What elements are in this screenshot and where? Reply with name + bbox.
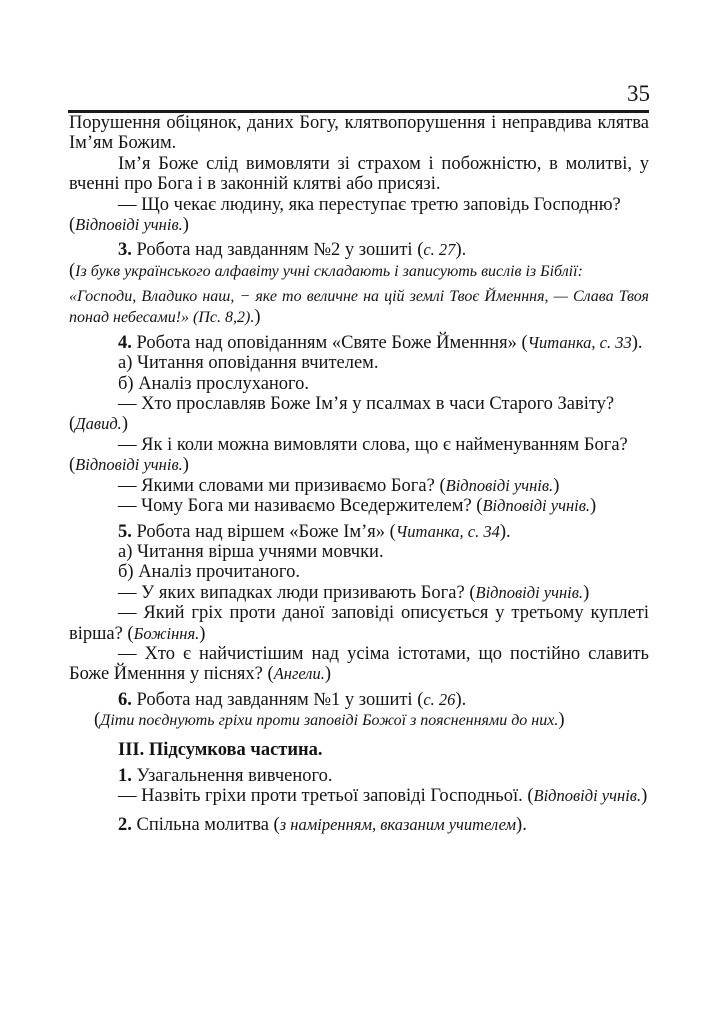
page-body (69, 113, 649, 836)
reference: с. 27 (423, 240, 456, 260)
page-number: 35 (627, 81, 650, 106)
question (69, 476, 649, 496)
question (69, 644, 649, 685)
text: Робота над завданням №2 у зошиті ( (136, 240, 424, 261)
note: (Діти поєднують гріхи проти заповіді Божої з поясненнями до них.) (94, 710, 565, 731)
text: ) (324, 664, 332, 685)
question (69, 496, 649, 516)
answer-note: Відповіді учнів. (482, 496, 591, 516)
question: — Хто прославляв Боже Ім’я у псалмах в часи Старого Завіту? (Давид.) (69, 394, 615, 435)
text: — Якими словами ми призиваємо Бога? ( (118, 475, 446, 496)
task-number: 6. (118, 689, 132, 710)
task-item (69, 815, 649, 835)
text: ) (583, 582, 590, 603)
task-item (69, 333, 649, 353)
text: ) (641, 785, 648, 806)
answer-note: Відповіді учнів. (533, 785, 642, 805)
text: Робота над віршем «Боже Ім’я» ( (136, 521, 396, 542)
text: Діти поєднують гріхи проти заповіді Божої з поясненнями до них. (100, 712, 559, 730)
list-item (69, 374, 649, 394)
text: — Назвіть гріхи проти третьої заповіді Господньої. ( (118, 785, 534, 806)
task-item (69, 522, 649, 542)
text: а) Читання оповідання вчителем. (118, 353, 379, 374)
answer-note: Ангели. (273, 664, 325, 684)
list-item (69, 542, 649, 562)
text: а) Читання вірша учнями мовчки. (118, 541, 384, 562)
text: III. Підсумкова частина. (118, 740, 323, 761)
bible-quote: «Господи, Владико наш, − яке то величне на цій землі Твоє Йменння, — Слава Твоя понад небесами!» (Пс. 8,2).) (69, 287, 649, 327)
paragraph (69, 113, 649, 154)
task-number: 5. (118, 521, 132, 542)
reference: Читанка, с. 33 (527, 332, 632, 352)
question: — Що чекає людину, яка переступає третю заповідь Господню? (Відповіді учнів.) (69, 194, 621, 236)
text: б) Аналіз прочитаного. (118, 562, 300, 583)
text: Узагальнення вивченого. (136, 765, 333, 786)
text: ) (553, 475, 560, 496)
text: ) (199, 623, 206, 644)
text: ). (455, 689, 467, 710)
note: (Із букв українського алфавіту учні складають і записують вислів із Біблії: (69, 260, 583, 281)
text: — Як і коли можна вимовляти слова, що є найменуванням Бога? (118, 434, 628, 455)
reference: з наміренням, вказаним учителем (279, 815, 517, 835)
text: Робота над оповіданням «Святе Боже Йменння» ( (136, 332, 528, 353)
task-number: 4. (118, 332, 132, 353)
task-number: 3. (118, 240, 132, 261)
answer-note: Відповіді учнів. (445, 475, 554, 495)
answer-note: Відповіді учнів. (75, 215, 183, 235)
text: б) Аналіз прослуханого. (118, 373, 310, 394)
text: Ім’я Боже слід вимовляти зі страхом і побожністю, в молитві, у вченні про Бога і в законній клятві або присязі. (69, 153, 649, 195)
task-item (69, 690, 649, 710)
reference: Читанка, с. 34 (395, 521, 500, 541)
text: ). (499, 521, 511, 542)
section-heading (69, 740, 649, 760)
answer-note: Відповіді учнів. (75, 455, 183, 475)
list-item (69, 562, 649, 582)
text: — Що чекає людину, яка переступає третю заповідь Господню? (118, 194, 621, 215)
task-item (69, 240, 649, 260)
task-item (69, 766, 649, 786)
text: — У яких випадках люди призивають Бога? ( (118, 582, 476, 603)
paragraph (69, 154, 649, 195)
text: ). (455, 240, 467, 261)
text: Порушення обіцянок, даних Богу, клятвопорушення і неправдива клятва Ім’ям Божим. (69, 113, 649, 154)
answer-note: Давид. (75, 414, 122, 434)
question (69, 786, 649, 806)
reference: с. 26 (423, 689, 456, 709)
text: ). (516, 815, 527, 836)
task-number: 2. (118, 815, 132, 836)
question (69, 583, 649, 603)
list-item (69, 353, 649, 373)
text: ) (590, 496, 597, 517)
task-number: 1. (118, 765, 132, 786)
question (69, 603, 649, 644)
text: «Господи, Владико наш, − яке то величне на цій землі Твоє Йменння, — Слава Твоя понад небесами!» (Пс. 8,2). (69, 287, 649, 326)
answer-note: Відповіді учнів. (475, 582, 584, 602)
answer-note: Божіння. (133, 623, 200, 643)
question: — Як і коли можна вимовляти слова, що є найменуванням Бога? (Відповіді учнів.) (69, 434, 628, 476)
text: ). (631, 332, 643, 353)
text: Спільна молитва ( (136, 815, 280, 836)
text: Робота над завданням №1 у зошиті ( (136, 689, 424, 710)
text: — Який гріх проти даної заповіді описується у третьому куплеті вірша? ( (69, 603, 649, 644)
text: — Чому Бога ми називаємо Вседержителем? ( (118, 496, 483, 517)
text: Із букв українського алфавіту учні складають і записують вислів із Біблії: (75, 262, 583, 280)
text: — Хто прославляв Боже Ім’я у псалмах в часи Старого Завіту? (118, 394, 615, 415)
text: — Хто є найчистішим над усіма істотами, що постійно славить Боже Йменння у піснях? ( (69, 643, 649, 685)
